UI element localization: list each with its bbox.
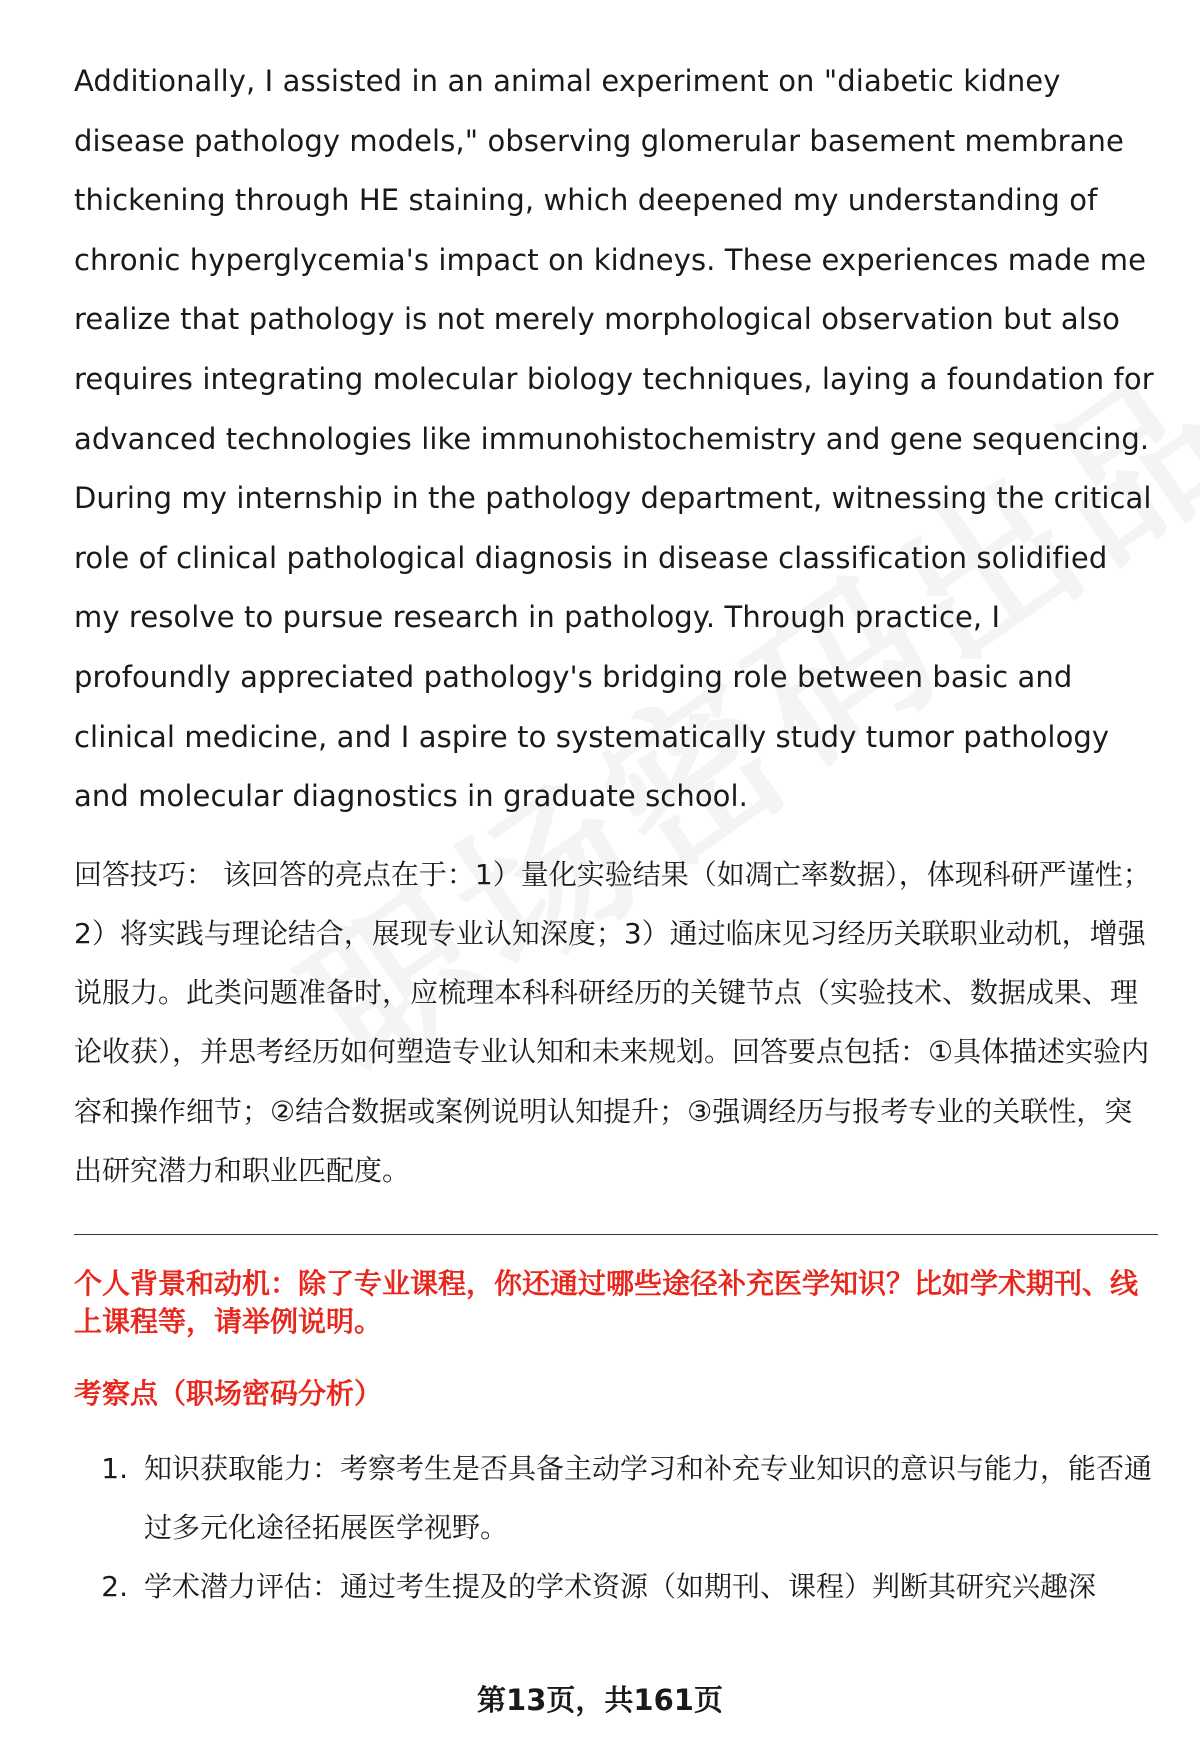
analysis-points-list (74, 1439, 1158, 1616)
question-heading: 个人背景和动机：除了专业课程，你还通过哪些途径补充医学知识？比如学术期刊、线上课程等，请举例说明。 (74, 1266, 1139, 1338)
section-divider (74, 1234, 1158, 1235)
list-item (74, 1557, 1158, 1616)
tips-label: 回答技巧： (74, 857, 215, 891)
tips-text: 该回答的亮点在于：1）量化实验结果（如凋亡率数据），体现科研严谨性；2）将实践与理论结合，展现专业认知深度；3）通过临床见习经历关联职业动机，增强说服力。此类问题准备时，应梳理本科科研经历的关键节点（实验技术、数据成果、理论收获），并思考经历如何塑造专业认知和未来规划。回答要点包括：①具体描述实验内容和操作细节；②结合数据或案例说明认知提升；③强调经历与报考专业的关联性，突出研究潜力和职业匹配度。 (74, 857, 1151, 1187)
list-item-number: 1. (101, 1451, 128, 1485)
page-footer: 第13页，共161页 (477, 1683, 723, 1717)
list-item-text: 学术潜力评估：通过考生提及的学术资源（如期刊、课程）判断其研究兴趣深 (144, 1569, 1097, 1603)
analysis-heading: 考察点（职场密码分析） (74, 1376, 383, 1410)
list-item (74, 1439, 1158, 1557)
document-body (74, 52, 1158, 1616)
answer-tips-paragraph (74, 845, 1158, 1200)
english-answer-paragraph: Additionally, I assisted in an animal experiment on "diabetic kidney disease pathology models," observing glomerular basement membrane thickening through HE staining, which deepened my understanding of chronic hyperglycemia's impact on kidneys. These experiences made me realize that pathology is not merely morphological observation but also requires integrating molecular biology techniques, laying a foundation for advanced technologies like immunohistochemistry and gene sequencing. During my internship in the pathology department, witnessing the critical role of clinical pathological diagnosis in disease classification solidified my resolve to pursue research in pathology. Through practice, I profoundly appreciated pathology's bridging role between basic and clinical medicine, and I aspire to systematically study tumor pathology and molecular diagnostics in graduate school. (74, 64, 1154, 814)
list-item-number: 2. (101, 1569, 128, 1603)
list-item-text: 知识获取能力：考察考生是否具备主动学习和补充专业知识的意识与能力，能否通过多元化途径拓展医学视野。 (144, 1451, 1153, 1544)
